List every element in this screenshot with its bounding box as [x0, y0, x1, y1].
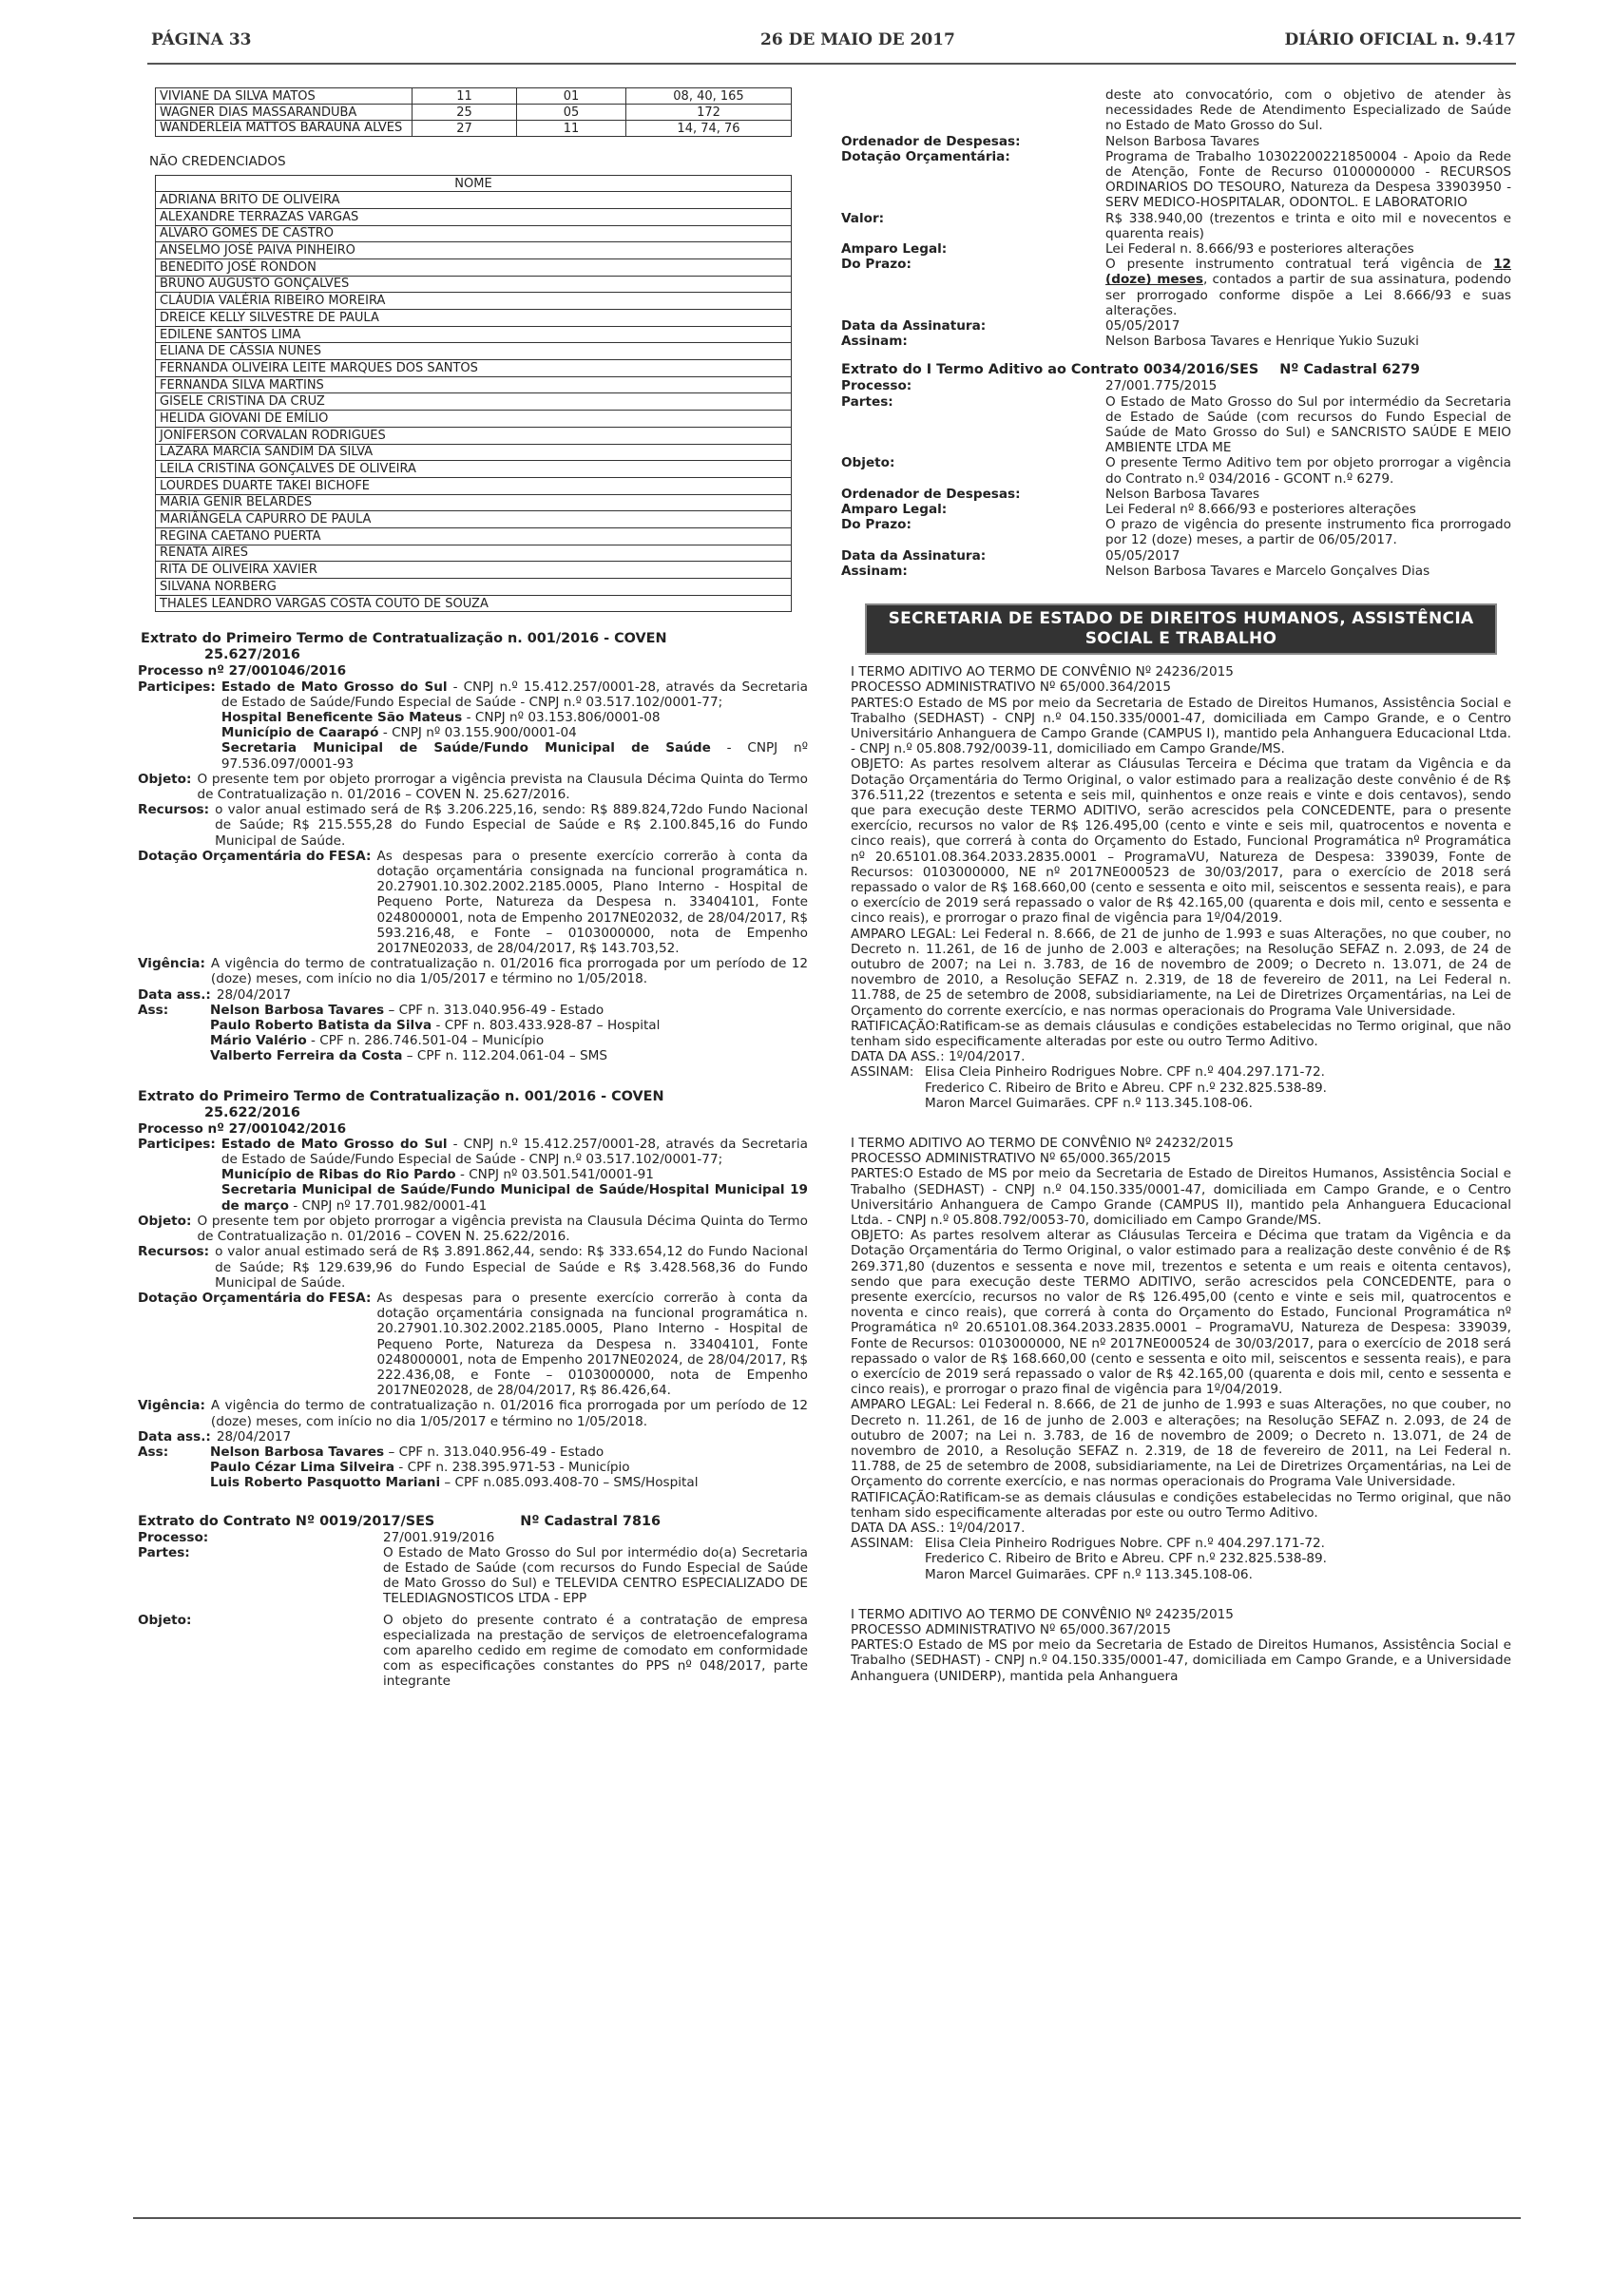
extrato2-title-cont: 25.622/2016 [204, 1104, 300, 1120]
termo-partes: PARTES:O Estado de MS por meio da Secretaria de Estado de Direitos Humanos, Assistência Social e Trabalho (SEDHAST) - CNPJ n.º 04.150.335/0001-47, domiciliada em Campo Grande, e o Centro Universitário Anhanguera de Campo Grande (CAMPUS II), mantido pela Anhanguera Educacional Ltda. - CNPJ n.º 05.808.792/0053-70, domiciliado em Campo Grande/MS. [851, 1166, 1511, 1228]
table-cell: 14, 74, 76 [626, 121, 792, 137]
aditivo0034-title: Extrato do I Termo Aditivo ao Contrato 0034/2016/SES Nº Cadastral 6279 [841, 362, 1420, 378]
table-cell: RITA DE OLIVEIRA XAVIER [156, 562, 792, 579]
extrato2-objeto: Objeto: O presente tem por objeto prorrogar a vigência prevista na Clausula Décima Quinta do Termo de Contratualização n. 01/2016 – COVEN N. 25.622/2016. [138, 1213, 808, 1245]
extrato1-vigencia: Vigência: A vigência do termo de contratualização n. 01/2016 fica prorrogada por um período de 12 (doze) meses, com início no dia 1/05/2017 e término no 1/05/2018. [138, 956, 808, 987]
table-header-nome: NOME [156, 176, 792, 192]
termo-processo: PROCESSO ADMINISTRATIVO Nº 65/000.364/2015 [851, 679, 1172, 696]
table-cell: SILVANA NORBERG [156, 579, 792, 596]
table-row [156, 360, 792, 377]
table-cell: ADRIANA BRITO DE OLIVEIRA [156, 192, 792, 209]
table-cell: HELIDA GIOVANI DE EMÍLIO [156, 411, 792, 428]
extrato2-title: Extrato do Primeiro Termo de Contratualização n. 001/2016 - COVEN [138, 1088, 664, 1104]
signatory: Valberto Ferreira da Costa – CPF n. 112.204.061-04 – SMS [210, 1048, 608, 1064]
contrato0019-data: 05/05/2017 [1105, 318, 1180, 335]
table-cell: LEILA CRISTINA GONÇALVES DE OLIVEIRA [156, 461, 792, 478]
table-cell: ELIANA DE CÁSSIA NUNES [156, 343, 792, 360]
extrato-coven-25622 [138, 1089, 808, 1491]
signatory: Elisa Cleia Pinheiro Rodrigues Nobre. CPF n.º 404.297.171-72. [925, 1536, 1325, 1552]
table-row [156, 579, 792, 596]
table-row [156, 326, 792, 343]
table-row [156, 293, 792, 310]
table-cell: RENATA AIRES [156, 545, 792, 562]
right-column [841, 87, 1511, 1684]
termo-ratificacao: RATIFICAÇÃO:Ratificam-se as demais cláusulas e condições estabelecidas no Termo original, que não tenham sido especificamente alteradas por este ou outro Termo Aditivo. [851, 1018, 1511, 1049]
table-cell: FERNANDA OLIVEIRA LEITE MARQUES DOS SANTOS [156, 360, 792, 377]
table-row [156, 545, 792, 562]
table-row [156, 105, 792, 121]
extrato2-participes: Participes: Estado de Mato Grosso do Sul - CNPJ n.º 15.412.257/0001-28, através da Secretaria de Estado de Saúde/Fundo Especial de Saúde - CNPJ n.º 03.517.102/0001-77; Município de Ribas do Rio Pardo - CNPJ nº 03.501.541/0001-91 Secretaria Municipal de Saúde/Fundo Municipal de Saúde/Hospital Municipal 19 de março - CNPJ nº 17.701.982/0001-41 [138, 1136, 808, 1214]
termo-assinam: ASSINAM: Elisa Cleia Pinheiro Rodrigues Nobre. CPF n.º 404.297.171-72. Frederico C. Ribeiro de Brito e Abreu. CPF n.º 232.825.538-89. Maron Marcel Guimarães. CPF n.º 113.345.108-06. [851, 1536, 1327, 1582]
extrato1-data: Data ass.: 28/04/2017 [138, 986, 292, 1003]
signatory: Paulo Roberto Batista da Silva - CPF n. 803.433.928-87 – Hospital [210, 1018, 661, 1034]
table-cell: DREICE KELLY SILVESTRE DE PAULA [156, 310, 792, 327]
table-row [156, 527, 792, 545]
signatory: Nelson Barbosa Tavares – CPF n. 313.040.956-49 - Estado [210, 1444, 604, 1460]
signatory: Frederico C. Ribeiro de Brito e Abreu. CPF n.º 232.825.538-89. [925, 1551, 1327, 1567]
extrato2-assinaturas: Ass: Nelson Barbosa Tavares – CPF n. 313.040.956-49 - Estado Paulo Cézar Lima Silveira - CPF n. 238.395.971-53 - Município Luis Roberto Pasquotto Mariani – CPF n.085.093.408-70 – SMS/Hospital [138, 1445, 808, 1491]
contrato0019-valor: R$ 338.940,00 (trezentos e trinta e oito mil e novecentos e quarenta reais) [1105, 210, 1511, 241]
nao-credenciados-label: NÃO CREDENCIADOS [149, 154, 286, 169]
table-cell: CLÁUDIA VALÉRIA RIBEIRO MOREIRA [156, 293, 792, 310]
table-row [156, 477, 792, 494]
aditivo0034-data: 05/05/2017 [1105, 547, 1180, 564]
aditivo0034-ordenador: Nelson Barbosa Tavares [1105, 486, 1260, 502]
contrato0019-title: Extrato do Contrato Nº 0019/2017/SES Nº Cadastral 7816 [138, 1513, 661, 1529]
signatory: Maron Marcel Guimarães. CPF n.º 113.345.108-06. [925, 1095, 1253, 1111]
table-cell: EDILENE SANTOS LIMA [156, 326, 792, 343]
table-row [156, 310, 792, 327]
table-cell: ANSELMO JOSÉ PAIVA PINHEIRO [156, 242, 792, 259]
table-cell: THALES LEANDRO VARGAS COSTA COUTO DE SOUZA [156, 595, 792, 612]
termo-title: I TERMO ADITIVO AO TERMO DE CONVÊNIO Nº 24232/2015 [851, 1135, 1234, 1151]
contrato0019-continuation: deste ato convocatório, com o objetivo de atender às necessidades Rede de Atendimento Especializado de Saúde no Estado de Mato Grosso do Sul. Ordenador de Despesas: Nelson Barbosa Tavares Dotação Orçamentária: Programa de Trabalho 10302200221850004 - Apoio da Rede de Atenção, Fonte de Recurso 0100000000 - RECURSOS ORDINARIOS DO TESOURO, Natureza da Despesa 33903950 - SERV MEDICO-HOSPITALAR, ODONTOL. E LABORATORIO Valor: R$ 338.940,00 (trezentos e trinta e oito mil e novecentos e quarenta reais) Amparo Legal: Lei Federal n. 8.666/93 e posteriores alterações Do Prazo: O presente instrumento contratual terá vigência de 12 (doze) meses, contados a partir de sua assinatura, podendo ser prorrogado conforme dispõe a Lei 8.666/93 e suas alterações. Data da Assinatura: 05/05/2017 Assinam: Nelson Barbosa Tavares e Henrique Yukio Suzuki [841, 87, 1511, 350]
table-cell: 01 [517, 88, 626, 105]
table-row [156, 376, 792, 393]
contrato0019-amparo: Lei Federal n. 8.666/93 e posteriores alterações [1105, 241, 1414, 258]
termo-aditivo [851, 1607, 1511, 1684]
signatory: Nelson Barbosa Tavares – CPF n. 313.040.956-49 - Estado [210, 1002, 604, 1018]
termo-processo: PROCESSO ADMINISTRATIVO Nº 65/000.367/2015 [851, 1622, 1172, 1638]
contrato0019-ordenador: Nelson Barbosa Tavares [1105, 133, 1260, 149]
signatory: Paulo Cézar Lima Silveira - CPF n. 238.395.971-53 - Município [210, 1460, 630, 1476]
table-cell: VIVIANE DA SILVA MATOS [156, 88, 413, 105]
table-cell: 08, 40, 165 [626, 88, 792, 105]
termo-data: DATA DA ASS.: 1º/04/2017. [851, 1049, 1026, 1065]
contrato0019-objeto-cont: deste ato convocatório, com o objetivo de atender às necessidades Rede de Atendimento Especializado de Saúde no Estado de Mato Grosso do Sul. [1105, 87, 1511, 134]
extrato-contrato-0019: Extrato do Contrato Nº 0019/2017/SES Nº Cadastral 7816 Processo: 27/001.919/2016 Partes: O Estado de Mato Grosso do Sul por intermédio do(a) Secretaria de Estado de Saúde (com recursos do Fundo Especial de Saúde de Mato Grosso do Sul) e TELEVIDA CENTRO ESPECIALIZADO DE TELEDIAGNOSTICOS LTDA - EPP Objeto: O objeto do presente contrato é a contratação de empresa especializada na prestação de serviços de eletroencefalograma com aparelho cedido em regime de comodato em conformidade com as especificações constantes do PPS nº 048/2017, parte integrante [138, 1513, 808, 1690]
aditivo0034-partes: O Estado de Mato Grosso do Sul por intermédio da Secretaria de Estado de Saúde (com recursos do Fundo Especial de Saúde de Mato Grosso do Sul) e SANCRISTO SAÚDE E MEIO AMBIENTE LTDA ME [1105, 393, 1511, 456]
extrato1-processo: Processo nº 27/001046/2016 [138, 663, 347, 679]
contrato0019-assinam: Nelson Barbosa Tavares e Henrique Yukio Suzuki [1105, 334, 1419, 350]
extrato2-data: Data ass.: 28/04/2017 [138, 1428, 292, 1445]
aditivo0034-processo: 27/001.775/2015 [1105, 378, 1218, 394]
extrato-coven-25627 [138, 631, 808, 1063]
extrato1-title-cont: 25.627/2016 [204, 647, 300, 663]
table-row [156, 411, 792, 428]
termo-data: DATA DA ASS.: 1º/04/2017. [851, 1521, 1026, 1537]
signatory: Frederico C. Ribeiro de Brito e Abreu. CPF n.º 232.825.538-89. [925, 1080, 1327, 1096]
table-cell: BENEDITO JOSÉ RONDON [156, 258, 792, 276]
table-cell: 11 [413, 88, 517, 105]
table-row [156, 225, 792, 242]
table-cell: JONÍFERSON CORVALAN RODRIGUES [156, 427, 792, 444]
table-row [156, 595, 792, 612]
table-cell: ALEXANDRE TERRAZAS VARGAS [156, 208, 792, 225]
termo-partes: PARTES:O Estado de MS por meio da Secretaria de Estado de Direitos Humanos, Assistência Social e Trabalho (SEDHAST) - CNPJ n.º 04.150.335/0001-47, domiciliada em Campo Grande, e a Universidade Anhanguera (UNIDERP), mantida pela Anhanguera [851, 1637, 1511, 1684]
header-rule [147, 63, 1516, 65]
table-row [156, 192, 792, 209]
contrato0019-objeto: O objeto do presente contrato é a contratação de empresa especializada na prestação de serviços de eletroencefalograma com aparelho cedido em regime de comodato em conformidade com as especificações constantes do PPS nº 048/2017, parte integrante [383, 1612, 808, 1690]
table-cell: 27 [413, 121, 517, 137]
contrato0019-processo: 27/001.919/2016 [383, 1529, 495, 1545]
table-cell: FERNANDA SILVA MARTINS [156, 376, 792, 393]
journal-issue: DIÁRIO OFICIAL n. 9.417 [1284, 30, 1516, 49]
aditivo0034-amparo: Lei Federal nº 8.666/93 e posteriores alterações [1105, 502, 1416, 518]
extrato1-objeto: Objeto: O presente tem por objeto prorrogar a vigência prevista na Clausula Décima Quinta do Termo de Contratualização n. 01/2016 – COVEN N. 25.627/2016. [138, 771, 808, 803]
termo-processo: PROCESSO ADMINISTRATIVO Nº 65/000.365/2015 [851, 1151, 1172, 1167]
termo-aditivo [851, 1136, 1511, 1582]
aditivo0034-objeto: O presente Termo Aditivo tem por objeto prorrogar a vigência do Contrato n.º 034/2016 - GCONT n.º 6279. [1105, 455, 1511, 487]
termos-aditivos [851, 664, 1511, 1684]
table-cell: 172 [626, 105, 792, 121]
table-cell: MARIA GENIR BELARDES [156, 494, 792, 511]
footer-rule [133, 2217, 1521, 2219]
table-cell: 11 [517, 121, 626, 137]
extrato2-recursos: Recursos: o valor anual estimado será de R$ 3.891.862,44, sendo: R$ 333.654,12 do Fundo Nacional de Saúde; R$ 129.639,96 do Fundo Especial de Saúde e R$ 3.428.568,36 do Fundo Municipal de Saúde. [138, 1244, 808, 1291]
table-row [156, 276, 792, 293]
table-cell: LAZARA MARCIA SANDIM DA SILVA [156, 444, 792, 461]
issue-date: 26 DE MAIO DE 2017 [760, 30, 955, 49]
aditivo0034-prazo: O prazo de vigência do presente instrumento fica prorrogado por 12 (doze) meses, a partir de 06/05/2017. [1105, 517, 1511, 548]
extrato1-title: Extrato do Primeiro Termo de Contratualização n. 001/2016 - COVEN [141, 631, 667, 647]
contrato0019-prazo: O presente instrumento contratual terá vigência de 12 (doze) meses, contados a partir de sua assinatura, podendo ser prorrogado conforme dispõe a Lei 8.666/93 e suas alterações. [1105, 257, 1511, 318]
termo-amparo: AMPARO LEGAL: Lei Federal n. 8.666, de 21 de junho de 1.993 e suas Alterações, no que couber, no Decreto n. 11.261, de 16 de junho de 2.003 e alterações; na Resolução SEFAZ n. 2.093, de 24 de outubro de 2007; na Lei n. 3.783, de 16 de novembro de 2009; o Decreto n. 13.071, de 24 de novembro de 2010, a Resolução SEFAZ n. 2.319, de 18 de fevereiro de 2011, na Lei Federal n. 11.788, de 25 de setembro de 2008, subsidiariamente, na Lei de Diretrizes Orçamentárias, na Lei de Orçamento do corrente exercício, e nas normas operacionais do Programa Vale Universidade. [851, 1397, 1511, 1490]
extrato1-dotacao: Dotação Orçamentária do FESA: As despesas para o presente exercício correrão à conta da dotação orçamentária consignada na funcional programática n. 20.27901.10.302.2002.2185.0005, Plano Interno - Hospital de Pequeno Porte, Natureza da Despesa n. 33404101, Fonte 0248000001, nota de Empenho 2017NE02032, de 28/04/2017, R$ 593.216,48, e Fonte – 0103000000, nota de Empenho 2017NE02033, de 28/04/2017, R$ 143.703,52. [138, 848, 808, 957]
table-row [156, 88, 792, 105]
table-row [156, 208, 792, 225]
table-row [156, 562, 792, 579]
termo-title: I TERMO ADITIVO AO TERMO DE CONVÊNIO Nº 24236/2015 [851, 664, 1234, 680]
table-row [156, 494, 792, 511]
credenciados-table [155, 87, 792, 137]
section-banner: SECRETARIA DE ESTADO DE DIREITOS HUMANOS, ASSISTÊNCIA SOCIAL E TRABALHO [865, 603, 1497, 655]
extrato2-vigencia: Vigência: A vigência do termo de contratualização n. 01/2016 fica prorrogada por um período de 12 (doze) meses, com início no dia 1/05/2017 e término no 1/05/2018. [138, 1398, 808, 1429]
table-cell: GISELE CRISTINA DA CRUZ [156, 393, 792, 411]
table-row [156, 242, 792, 259]
table-cell: WANDERLEIA MATTOS BARAUNA ALVES [156, 121, 413, 137]
termo-amparo: AMPARO LEGAL: Lei Federal n. 8.666, de 21 de junho de 1.993 e suas Alterações, no que couber, no Decreto n. 11.261, de 16 de junho de 2.003 e alterações; na Resolução SEFAZ n. 2.093, de 24 de outubro de 2007; na Lei n. 3.783, de 16 de novembro de 2009; o Decreto n. 13.071, de 24 de novembro de 2010, a Resolução SEFAZ n. 2.319, de 18 de fevereiro de 2011, na Lei Federal n. 11.788, de 25 de setembro de 2008, subsidiariamente, na Lei de Diretrizes Orçamentárias, na Lei de Orçamento do corrente exercício, e nas normas operacionais do Programa Vale Universidade. [851, 926, 1511, 1019]
table-cell: LOURDES DUARTE TAKEI BICHOFE [156, 477, 792, 494]
page-number: PÁGINA 33 [151, 30, 252, 49]
extrato1-recursos: Recursos: o valor anual estimado será de R$ 3.206.225,16, sendo: R$ 889.824,72do Fundo Nacional de Saúde; R$ 215.555,28 do Fundo Especial de Saúde e R$ 2.100.845,16 do Fundo Municipal de Saúde. [138, 802, 808, 849]
table-cell: REGINA CAETANO PUERTA [156, 527, 792, 545]
table-row [156, 393, 792, 411]
extrato2-processo: Processo nº 27/001042/2016 [138, 1120, 347, 1137]
extrato1-participes: Participes: Estado de Mato Grosso do Sul - CNPJ n.º 15.412.257/0001-28, através da Secretaria de Estado de Saúde/Fundo Especial de Saúde - CNPJ n.º 03.517.102/0001-77; Hospital Beneficente São Mateus - CNPJ nº 03.153.806/0001-08 Município de Caarapó - CNPJ nº 03.155.900/0001-04 Secretaria Municipal de Saúde/Fundo Municipal de Saúde - CNPJ nº 97.536.097/0001-93 [138, 679, 808, 772]
contrato0019-partes: O Estado de Mato Grosso do Sul por intermédio do(a) Secretaria de Estado de Saúde (com recursos do Fundo Especial de Saúde de Mato Grosso do Sul) e TELEVIDA CENTRO ESPECIALIZADO DE TELEDIAGNOSTICOS LTDA - EPP [383, 1544, 808, 1607]
extrato-aditivo-0034: Extrato do I Termo Aditivo ao Contrato 0034/2016/SES Nº Cadastral 6279 Processo: 27/001.775/2015 Partes: O Estado de Mato Grosso do Sul por intermédio da Secretaria de Estado de Saúde (com recursos do Fundo Especial de Saúde de Mato Grosso do Sul) e SANCRISTO SAÚDE E MEIO AMBIENTE LTDA ME Objeto: O presente Termo Aditivo tem por objeto prorrogar a vigência do Contrato n.º 034/2016 - GCONT n.º 6279. Ordenador de Despesas: Nelson Barbosa Tavares Amparo Legal: Lei Federal nº 8.666/93 e posteriores alterações Do Prazo: O prazo de vigência do presente instrumento fica prorrogado por 12 (doze) meses, a partir de 06/05/2017. Data da Assinatura: 05/05/2017 Assinam: Nelson Barbosa Tavares e Marcelo Gonçalves Dias [841, 362, 1511, 579]
table-cell: WAGNER DIAS MASSARANDUBA [156, 105, 413, 121]
table-row [156, 121, 792, 137]
table-cell: ALVARO GOMES DE CASTRO [156, 225, 792, 242]
signatory: Elisa Cleia Pinheiro Rodrigues Nobre. CPF n.º 404.297.171-72. [925, 1064, 1325, 1081]
table-row [156, 427, 792, 444]
nao-credenciados-table [155, 175, 792, 612]
extrato1-assinaturas: Ass: Nelson Barbosa Tavares – CPF n. 313.040.956-49 - Estado Paulo Roberto Batista da Silva - CPF n. 803.433.928-87 – Hospital Mário Valério - CPF n. 286.746.501-04 – Município Valberto Ferreira da Costa – CPF n. 112.204.061-04 – SMS [138, 1003, 808, 1064]
termo-assinam: ASSINAM: Elisa Cleia Pinheiro Rodrigues Nobre. CPF n.º 404.297.171-72. Frederico C. Ribeiro de Brito e Abreu. CPF n.º 232.825.538-89. Maron Marcel Guimarães. CPF n.º 113.345.108-06. [851, 1064, 1327, 1111]
termo-aditivo [851, 664, 1511, 1111]
page-header [147, 32, 1516, 61]
signatory: Mário Valério - CPF n. 286.746.501-04 – Município [210, 1033, 545, 1049]
termo-objeto: OBJETO: As partes resolvem alterar as Cláusulas Terceira e Décima que tratam da Vigência e da Dotação Orçamentária do Termo Original, o valor estimado para a realização deste convênio é de R$ 269.371,80 (duzentos e sessenta e nove mil, trezentos e setenta e um reais e oitenta centavos), sendo que para execução deste TERMO ADITIVO, serão acrescidos pela CONCEDENTE, para o presente exercício, recursos no valor de R$ 126.495,00 (cento e vinte e seis mil, quatrocentos e noventa e cinco reais), que correrá à conta do Orçamento do Estado, Funcional Programática nº Programática nº 20.65101.08.364.2033.2835.0001 – ProgramaVU, Natureza de Despesa: 339039, Fonte de Recursos: 0103000000, NE nº 2017NE000524 de 30/03/2017, para o exercício de 2018 será repassado o valor de R$ 168.660,00 (cento e sessenta e oito mil, seiscentos e sessenta reais), e para o exercício de 2019 será repassado o valor de R$ 42.165,00 (quarenta e dois mil, cento e sessenta e cinco reais), e prorrogar o prazo final de vigência para 1º/04/2019. [851, 1228, 1511, 1398]
aditivo0034-assinam: Nelson Barbosa Tavares e Marcelo Gonçalves Dias [1105, 563, 1430, 579]
termo-title: I TERMO ADITIVO AO TERMO DE CONVÊNIO Nº 24235/2015 [851, 1606, 1234, 1622]
signatory: Luis Roberto Pasquotto Mariani – CPF n.085.093.408-70 – SMS/Hospital [210, 1475, 699, 1491]
table-cell: 05 [517, 105, 626, 121]
table-row [156, 258, 792, 276]
table-cell: BRUNO AUGUSTO GONÇALVES [156, 276, 792, 293]
extrato2-dotacao: Dotação Orçamentária do FESA: As despesas para o presente exercício correrão à conta da dotação orçamentária consignada na funcional programática n. 20.27901.10.302.2002.2185.0005, Plano Interno - Hospital de Pequeno Porte, Natureza da Despesa n. 33404101, Fonte 0248000001, nota de Empenho 2017NE02024, de 28/04/2017, R$ 222.436,08, e Fonte – 0103000000, nota de Empenho 2017NE02028, de 28/04/2017, R$ 86.426,64. [138, 1290, 808, 1399]
table-cell: MARIÂNGELA CAPURRO DE PAULA [156, 511, 792, 528]
table-row [156, 444, 792, 461]
table-row [156, 343, 792, 360]
termo-partes: PARTES:O Estado de MS por meio da Secretaria de Estado de Direitos Humanos, Assistência Social e Trabalho (SEDHAST) - CNPJ n.º 04.150.335/0001-47, domiciliada em Campo Grande, e o Centro Universitário Anhanguera de Campo Grande (CAMPUS I), mantido pela Anhanguera Educacional Ltda. - CNPJ n.º 05.808.792/0039-11, domiciliado em Campo Grande/MS. [851, 695, 1511, 757]
table-row [156, 461, 792, 478]
contrato0019-dotacao: Programa de Trabalho 10302200221850004 - Apoio da Rede de Atenção, Fonte de Recurso 0100000000 - RECURSOS ORDINARIOS DO TESOURO, Natureza da Despesa 33903950 - SERV MEDICO-HOSPITALAR, ODONTOL. E LABORATORIO [1105, 148, 1511, 211]
termo-objeto: OBJETO: As partes resolvem alterar as Cláusulas Terceira e Décima que tratam da Vigência e da Dotação Orçamentária do Termo Original, o valor estimado para a realização deste convênio é de R$ 376.511,22 (trezentos e setenta e seis mil, quinhentos e onze reais e vinte e dois centavos), sendo que para execução deste TERMO ADITIVO, serão acrescidos pela CONCEDENTE, para o presente exercício, recursos no valor de R$ 126.495,00 (cento e vinte e seis mil, quatrocentos e noventa e cinco reais), que correrá à conta do Orçamento do Estado, Funcional Programática nº Programática nº 20.65101.08.364.2033.2835.0001 – ProgramaVU, Natureza de Despesa: 339039, Fonte de Recursos: 0103000000, NE nº 2017NE000523 de 30/03/2017, para o exercício de 2018 será repassado o valor de R$ 168.660,00 (cento e sessenta e oito mil, seiscentos e sessenta reais), e para o exercício de 2019 será repassado o valor de R$ 42.165,00 (quarenta e dois mil, cento e sessenta e cinco reais), e prorrogar o prazo final de vigência para 1º/04/2019. [851, 756, 1511, 927]
left-column [138, 87, 808, 1690]
signatory: Maron Marcel Guimarães. CPF n.º 113.345.108-06. [925, 1566, 1253, 1582]
table-cell: 25 [413, 105, 517, 121]
table-row [156, 511, 792, 528]
termo-ratificacao: RATIFICAÇÃO:Ratificam-se as demais cláusulas e condições estabelecidas no Termo original, que não tenham sido especificamente alteradas por este ou outro Termo Aditivo. [851, 1489, 1511, 1521]
